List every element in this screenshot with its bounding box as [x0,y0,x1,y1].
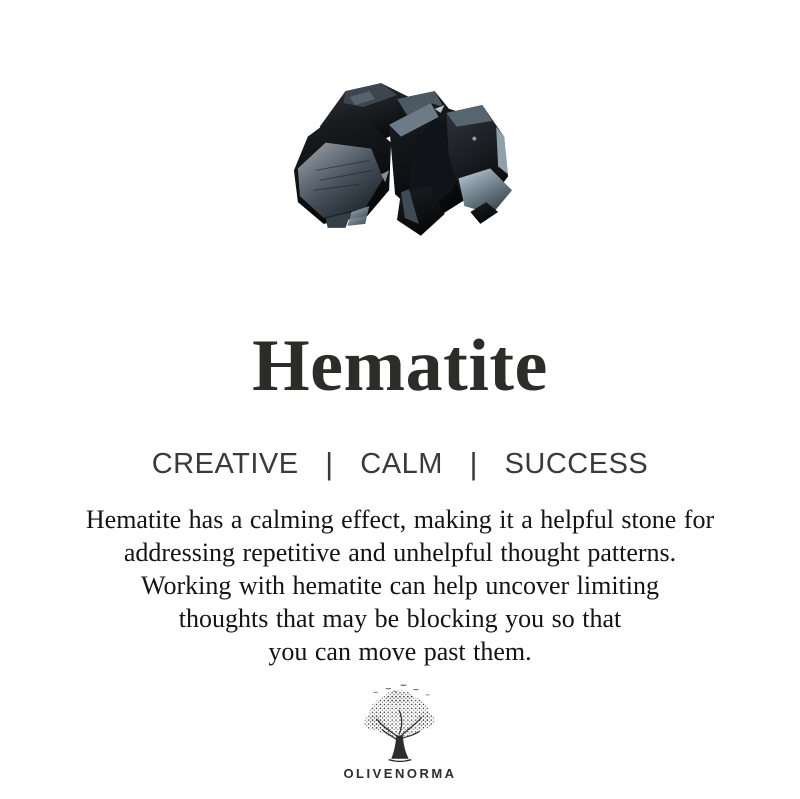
tagline-word-success: SUCCESS [504,448,649,480]
olive-tree-icon [349,684,451,764]
tagline [0,446,800,481]
brand-logo-block [0,684,800,781]
brand-name: OLIVENORMA [343,766,457,781]
description-line: addressing repetitive and unhelpful thought patterns. [123,538,677,567]
description-line: Working with hematite can help uncover limiting [140,571,659,600]
description-line: Hematite has a calming effect, making it a helpful stone for [85,505,715,534]
tagline-word-creative: CREATIVE [151,448,299,480]
tagline-word-calm: CALM [360,448,443,480]
page-title: Hematite [252,325,548,407]
description-line: thoughts that may be blocking you so that [178,604,622,633]
description-text [0,503,800,668]
tagline-separator: | [325,446,334,481]
tagline-separator: | [469,446,478,481]
description-line: you can move past them. [268,637,532,666]
hematite-stone-image [286,75,514,239]
